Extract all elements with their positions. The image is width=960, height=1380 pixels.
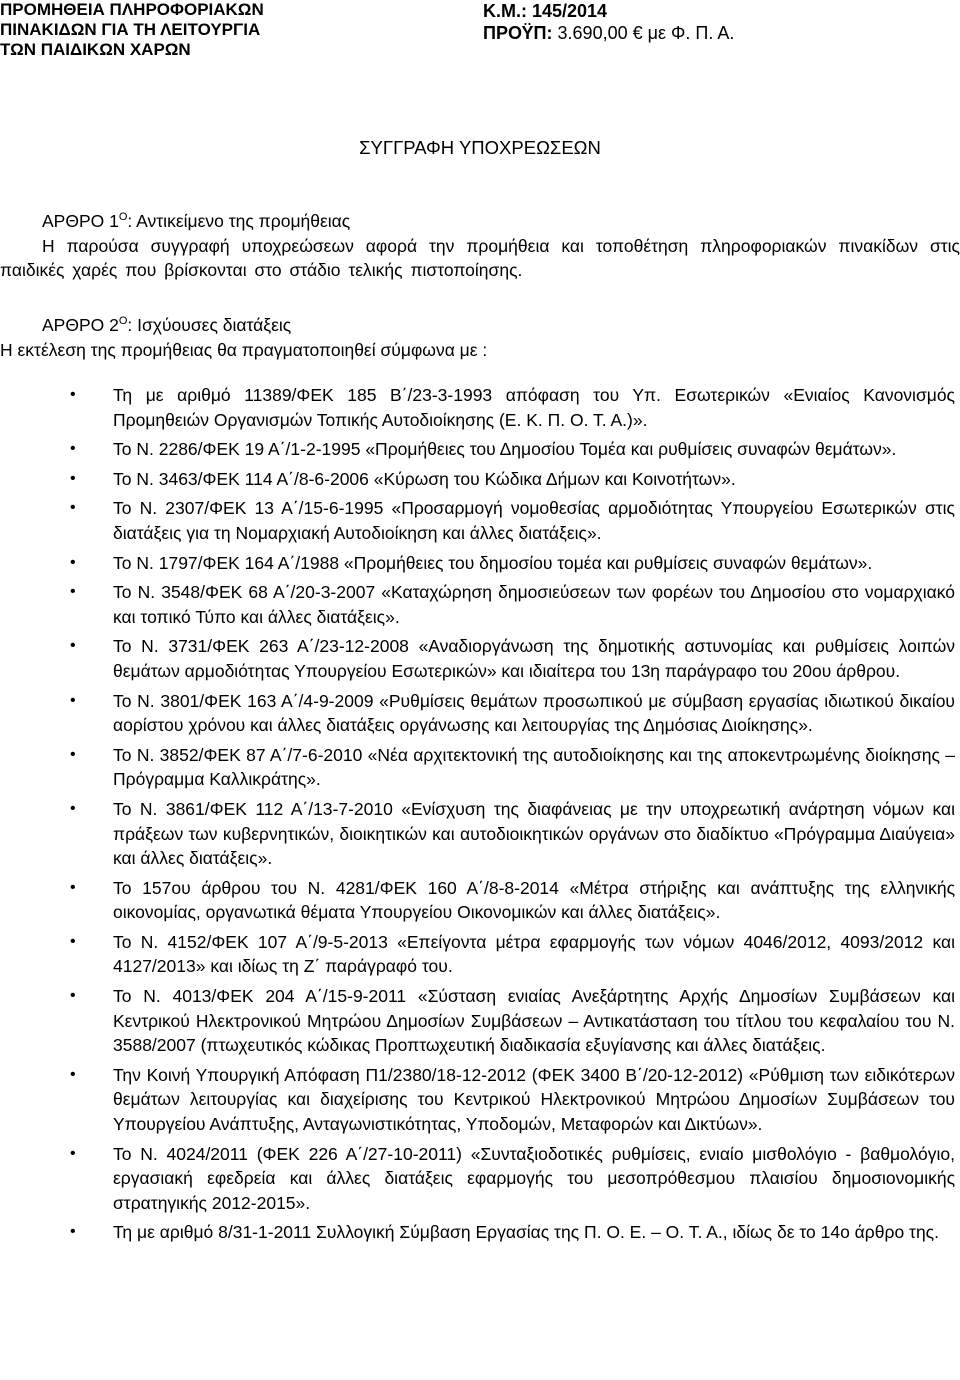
list-item-text: Το Ν. 3852/ΦΕΚ 87 Α΄/7-6-2010 «Νέα αρχιτεκτονική της αυτοδιοίκησης και της αποκεντρωμένης διοίκησης – Πρόγραμμα Καλλικράτης». bbox=[113, 744, 955, 790]
list-item bbox=[70, 1063, 955, 1137]
budget-line bbox=[483, 22, 734, 44]
bullet-icon: • bbox=[70, 745, 76, 763]
list-item bbox=[70, 743, 955, 792]
list-item bbox=[70, 1220, 955, 1245]
project-title bbox=[0, 0, 330, 60]
bullet-icon: • bbox=[70, 932, 76, 950]
bullet-icon: • bbox=[70, 1223, 76, 1241]
bullet-icon: • bbox=[70, 987, 76, 1005]
article-1 bbox=[0, 209, 960, 283]
list-item bbox=[70, 1142, 955, 1216]
article-1-body: Η παρούσα συγγραφή υποχρεώσεων αφορά την προμήθεια και τοποθέτηση πληροφοριακών πινακίδων στις παιδικές χαρές που βρίσκονται στο στάδιο τελικής πιστοποίησης. bbox=[0, 235, 960, 280]
list-item bbox=[70, 467, 955, 492]
article-1-label: ΑΡΘΡΟ 1 bbox=[42, 211, 119, 231]
list-item bbox=[70, 580, 955, 629]
list-item-text: Τη με αριθμό 11389/ΦΕΚ 185 Β΄/23-3-1993 απόφαση του Υπ. Εσωτερικών «Ενιαίος Κανονισμός Προμηθειών Οργανισμών Τοπικής Αυτοδιοίκησης (Ε. Κ. Π. Ο. Τ. Α.)». bbox=[113, 385, 955, 430]
list-item bbox=[70, 876, 955, 925]
list-item-text: Το Ν. 4024/2011 (ΦΕΚ 226 Α΄/27-10-2011) «Συνταξιοδοτικές ρυθμίσεις, ενιαίο μισθολόγιο - βαθμολόγιο, εργασιακή εφεδρεία και άλλες διατάξεις εφαρμογής του μεσοπρόθεσμου πλαισίου δημοσιονομικής στρατηγικής 2012-2015». bbox=[113, 1143, 955, 1213]
project-title-line: ΠΙΝΑΚΙΔΩΝ ΓΙΑ ΤΗ ΛΕΙΤΟΥΡΓΙΑ bbox=[0, 20, 261, 39]
list-item bbox=[70, 689, 955, 738]
list-item bbox=[70, 551, 955, 576]
bullet-icon: • bbox=[70, 440, 76, 458]
bullet-icon: • bbox=[70, 1144, 76, 1162]
list-item bbox=[70, 383, 955, 432]
bullet-icon: • bbox=[70, 386, 76, 403]
article-2-label: ΑΡΘΡΟ 2 bbox=[42, 315, 119, 335]
budget-label: ΠΡΟΫΠ: bbox=[483, 23, 553, 43]
list-item-text: Το Ν. 4013/ΦΕΚ 204 Α΄/15-9-2011 «Σύσταση ενιαίας Ανεξάρτητης Αρχής Δημοσίων Συμβάσεων και Κεντρικού Ηλεκτρονικού Μητρώου Δημοσίων Συμβάσεων – Αντικατάσταση του τίτλου του κεφαλαίου του Ν. 3588/2007 (πτωχευτικός κώδικας Προπτωχευτική διαδικασία εξυγίανσης και άλλες διατάξεις. bbox=[113, 986, 955, 1056]
project-title-line: ΠΡΟΜΗΘΕΙΑ ΠΛΗΡΟΦΟΡΙΑΚΩΝ bbox=[0, 0, 264, 19]
budget-value: 3.690,00 € με Φ. Π. Α. bbox=[557, 23, 735, 43]
bullet-icon: • bbox=[70, 691, 76, 709]
project-title-line: ΤΩΝ ΠΑΙΔΙΚΩΝ ΧΑΡΩΝ bbox=[0, 40, 191, 59]
list-item bbox=[70, 984, 955, 1058]
bullet-icon: • bbox=[70, 1065, 76, 1083]
list-item-text: Το Ν. 4152/ΦΕΚ 107 Α΄/9-5-2013 «Επείγοντα μέτρα εφαρμογής των νόμων 4046/2012, 4093/2012 και 4127/2013» και ιδίως τη Ζ΄ παράγραφό του. bbox=[113, 931, 955, 977]
article-2 bbox=[0, 313, 960, 362]
list-item-text: Το Ν. 1797/ΦΕΚ 164 Α΄/1988 «Προμήθειες του δημοσίου τομέα και ρυθμίσεις συναφών θεμάτων». bbox=[113, 552, 873, 573]
list-item bbox=[70, 797, 955, 871]
bullet-icon: • bbox=[70, 637, 76, 655]
article-1-heading bbox=[0, 209, 960, 234]
article-2-heading-text: : Ισχύουσες διατάξεις bbox=[127, 315, 292, 335]
list-item-text: Τη με αριθμό 8/31-1-2011 Συλλογική Σύμβαση Εργασίας της Π. Ο. Ε. – Ο. Τ. Α., ιδίως δε το 14ο άρθρο της. bbox=[113, 1222, 939, 1243]
article-1-sup: Ο bbox=[118, 211, 128, 224]
list-item bbox=[70, 437, 955, 462]
bullet-icon: • bbox=[70, 878, 76, 896]
list-item-text: Το Ν. 3463/ΦΕΚ 114 Α΄/8-6-2006 «Κύρωση του Κώδικα Δήμων και Κοινοτήτων». bbox=[113, 468, 736, 489]
article-2-intro: Η εκτέλεση της προμήθειας θα πραγματοποιηθεί σύμφωνα με : bbox=[0, 339, 488, 360]
bullet-icon: • bbox=[70, 799, 76, 817]
list-item bbox=[70, 496, 955, 545]
list-item-text: Το Ν. 2286/ΦΕΚ 19 Α΄/1-2-1995 «Προμήθειες του Δημοσίου Τομέα και ρυθμίσεις συναφών θεμάτων». bbox=[113, 439, 897, 460]
bullet-icon: • bbox=[70, 553, 76, 571]
list-item-text: Το Ν. 3731/ΦΕΚ 263 Α΄/23-12-2008 «Αναδιοργάνωση της δημοτικής αστυνομίας και ρυθμίσεις λοιπών θεμάτων αρμοδιότητας Υπουργείου Εσωτερικών» και ιδιαίτερα του 13η παράγραφο του 20ου άρθρου. bbox=[113, 636, 955, 681]
list-item-text: Την Κοινή Υπουργική Απόφαση Π1/2380/18-12-2012 (ΦΕΚ 3400 Β΄/20-12-2012) «Ρύθμιση των ειδικότερων θεμάτων λειτουργίας και διαχείρισης του Κεντρικού Ηλεκτρονικού Μητρώου Δημοσίων Συμβάσεων του Υπουργείου Ανάπτυξης, Ανταγωνιστικότητας, Υποδομών, Μεταφορών και Δικτύων». bbox=[113, 1064, 955, 1135]
list-item-text: Το Ν. 2307/ΦΕΚ 13 Α΄/15-6-1995 «Προσαρμογή νομοθεσίας αρμοδιότητας Υπουργείου Εσωτερικών στις διατάξεις για τη Νομαρχιακή Αυτοδιοίκηση και άλλες διατάξεις». bbox=[113, 498, 955, 543]
list-item-text: Το Ν. 3548/ΦΕΚ 68 Α΄/20-3-2007 «Καταχώρηση δημοσιεύσεων των φορέων του Δημοσίου στο νομαρχιακό και τοπικό Τύπο και άλλες διατάξεις». bbox=[113, 582, 955, 627]
bullet-icon: • bbox=[70, 469, 76, 487]
list-item bbox=[70, 634, 955, 683]
km-code: Κ.Μ.: 145/2014 bbox=[483, 1, 608, 21]
list-item-text: Το Ν. 3861/ΦΕΚ 112 Α΄/13-7-2010 «Ενίσχυση της διαφάνειας με την υποχρεωτική ανάρτηση νόμων και πράξεων των κυβερνητικών, διοικητικών και αυτοδιοικητικών οργάνων στο διαδίκτυο «Πρόγραμμα Διαύγεια» και άλλες διατάξεις». bbox=[113, 798, 955, 869]
bullet-icon: • bbox=[70, 583, 76, 601]
list-item-text: Το Ν. 3801/ΦΕΚ 163 Α΄/4-9-2009 «Ρυθμίσεις θεμάτων προσωπικού με σύμβαση εργασίας ιδιωτικού δικαίου αορίστου χρόνου και άλλες διατάξεις οργάνωσης και λειτουργίας της Δημόσιας Διοίκησης». bbox=[113, 690, 955, 736]
document-title: ΣΥΓΓΡΑΦΗ ΥΠΟΧΡΕΩΣΕΩΝ bbox=[359, 137, 601, 158]
article-2-heading bbox=[0, 313, 960, 338]
project-codes bbox=[483, 0, 734, 44]
article-1-heading-text: : Αντικείμενο της προμήθειας bbox=[127, 211, 351, 231]
bullet-icon: • bbox=[70, 499, 76, 517]
article-2-sup: Ο bbox=[118, 315, 128, 328]
legislation-list bbox=[0, 383, 955, 1250]
list-item bbox=[70, 930, 955, 979]
list-item-text: Το 157ου άρθρου του Ν. 4281/ΦΕΚ 160 Α΄/8-8-2014 «Μέτρα στήριξης και ανάπτυξης της ελληνικής οικονομίας, οργανωτικά θέματα Υπουργείου Οικονομικών και άλλες διατάξεις». bbox=[113, 877, 955, 923]
